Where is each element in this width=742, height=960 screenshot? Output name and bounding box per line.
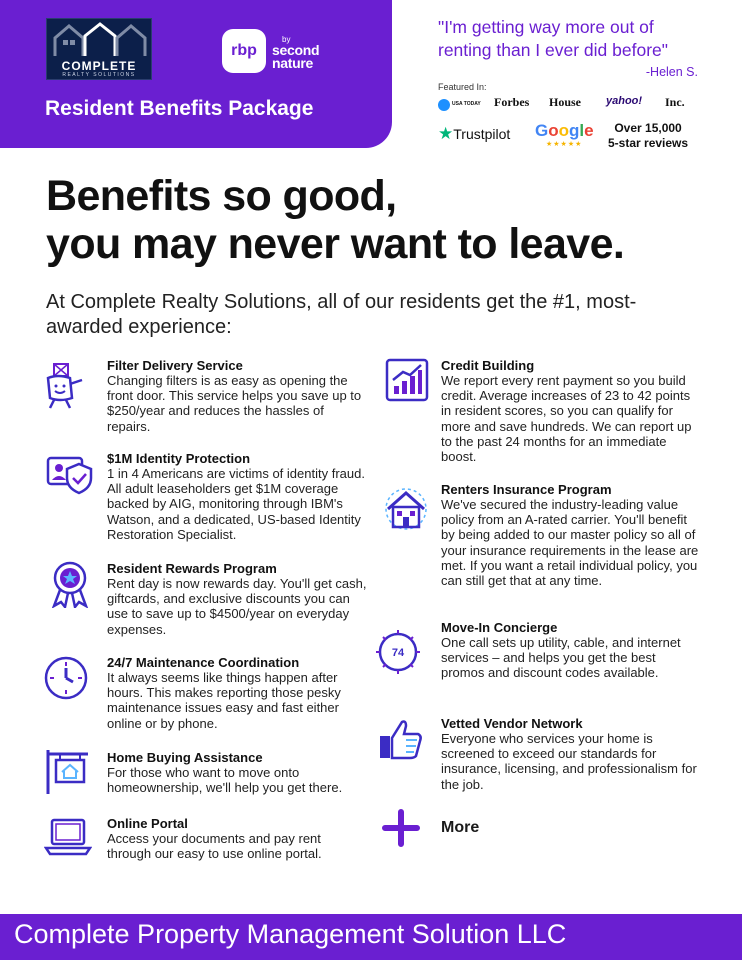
rewards-ribbon-icon xyxy=(46,560,94,608)
benefit-title: Vetted Vendor Network xyxy=(441,716,583,731)
yahoo-logo: yahoo! xyxy=(606,95,643,107)
usa-today-dot-icon xyxy=(438,99,450,111)
reviews-line-2: 5-star reviews xyxy=(608,136,689,150)
benefit-home-buying xyxy=(107,750,367,795)
thumbs-up-icon xyxy=(376,714,424,762)
benefit-description: Everyone who services your home is screened to exceed our standards for insurance, licensing, and professionalism for the job. xyxy=(441,731,697,792)
footer-bar xyxy=(0,914,742,960)
clock-icon xyxy=(42,654,90,702)
credit-chart-icon xyxy=(383,356,431,404)
header-banner xyxy=(0,0,392,148)
benefit-resident-rewards xyxy=(107,561,367,637)
identity-protection-icon xyxy=(45,450,93,498)
benefit-title: $1M Identity Protection xyxy=(107,451,251,466)
benefit-description: One call sets up utility, cable, and internet services – and helps you get the best promos and discount codes available. xyxy=(441,635,681,681)
reviews-line-1: Over 15,000 xyxy=(614,121,682,135)
benefit-title: Resident Rewards Program xyxy=(107,561,277,576)
thermostat-value: 74 xyxy=(391,647,405,659)
sn-name: second nature xyxy=(272,42,320,71)
benefit-filter-delivery xyxy=(107,358,367,434)
benefit-identity-protection xyxy=(107,451,367,542)
forbes-logo: Forbes xyxy=(494,95,530,109)
crs-logo-sub: REALTY SOLUTIONS xyxy=(62,72,136,78)
rbp-logo: rbp xyxy=(222,29,266,73)
reviews-count xyxy=(608,121,688,151)
more-link[interactable]: More xyxy=(441,819,480,836)
google-rating-stars: ★★★★★ xyxy=(546,141,583,148)
usa-today-logo xyxy=(438,96,481,114)
footer-company-name: Complete Property Management Solution LLC xyxy=(14,919,567,949)
trustpilot-star-icon: ★ xyxy=(438,124,454,143)
benefit-description: We've secured the industry-leading value policy from an A-rated carrier. You'll benefit by being added to our master policy so all of your insurance requirements in the lease are met. If you want a retail individual policy, you can still get that at any time. xyxy=(441,497,699,589)
benefit-description: It always seems like things happen after hours. This makes reporting those pesky maintenance issues easy and fast either online or by phone. xyxy=(107,670,341,731)
benefit-description: Rent day is now rewards day. You'll get cash, giftcards, and exclusive discounts you can use to save up to $4500/year on everyday expenses. xyxy=(107,576,367,637)
testimonial-author: -Helen S. xyxy=(645,65,698,79)
second-nature-logo xyxy=(272,36,362,70)
inc-logo: Inc. xyxy=(665,95,685,109)
featured-in-label: Featured In: xyxy=(438,82,487,92)
crs-logo-name: COMPLETE xyxy=(61,59,137,73)
benefit-title: Move-In Concierge xyxy=(441,620,558,635)
home-sign-icon xyxy=(44,748,92,796)
benefit-online-portal xyxy=(107,816,367,861)
headline-line-2: you may never want to leave. xyxy=(46,220,625,268)
banner-title: Resident Benefits Package xyxy=(45,97,314,120)
benefit-title: Credit Building xyxy=(441,358,535,373)
thermostat-icon xyxy=(374,628,422,676)
benefit-description: Changing filters is as easy as opening the front door. This service helps you save up to $250/year and reduces the hassles of repairs. xyxy=(107,373,362,434)
headline-line-1: Benefits so good, xyxy=(46,172,397,220)
testimonial-quote: "I'm getting way more out of renting than I ever did before" xyxy=(438,17,668,60)
benefit-credit-building xyxy=(441,358,701,464)
trustpilot-logo xyxy=(438,124,510,144)
house-logo: House xyxy=(549,95,582,109)
filter-delivery-icon xyxy=(40,362,88,410)
benefit-description: For those who want to move onto homeownership, we'll help you get there. xyxy=(107,765,343,796)
benefit-title: 24/7 Maintenance Coordination xyxy=(107,655,300,670)
usa-today-text: USA TODAY xyxy=(452,101,481,108)
insured-house-icon xyxy=(382,485,430,533)
houses-logo-icon xyxy=(53,22,147,58)
page-headline xyxy=(46,172,624,268)
benefit-title: Filter Delivery Service xyxy=(107,358,243,373)
benefit-title: Online Portal xyxy=(107,816,188,831)
laptop-icon xyxy=(44,812,92,860)
benefit-description: We report every rent payment so you build credit. Average increases of 23 to 42 points in resident scores, so you can qualify for more and save hundreds. We can report up to the past 24 months for an immediate boost. xyxy=(441,373,692,465)
complete-realty-logo xyxy=(46,18,152,80)
sn-by: by xyxy=(282,35,291,44)
intro-text: At Complete Realty Solutions, all of our residents get the #1, most-awarded experience: xyxy=(46,291,637,338)
trustpilot-text: Trustpilot xyxy=(453,126,511,142)
plus-icon[interactable] xyxy=(381,808,421,848)
benefit-move-in-concierge xyxy=(441,620,701,681)
benefit-description: Access your documents and pay rent through our easy to use online portal. xyxy=(107,831,322,862)
benefit-vetted-vendors xyxy=(441,716,701,792)
benefit-renters-insurance xyxy=(441,482,701,588)
google-logo: Google xyxy=(535,121,594,140)
benefit-title: Renters Insurance Program xyxy=(441,482,612,497)
benefit-title: Home Buying Assistance xyxy=(107,750,263,765)
benefit-description: 1 in 4 Americans are victims of identity fraud. All adult leaseholders get $1M coverage backed by AIG, monitoring through IBM's Watson, and a dedicated, US-based Identity Restoration Specialist. xyxy=(107,466,365,542)
benefit-maintenance xyxy=(107,655,367,731)
